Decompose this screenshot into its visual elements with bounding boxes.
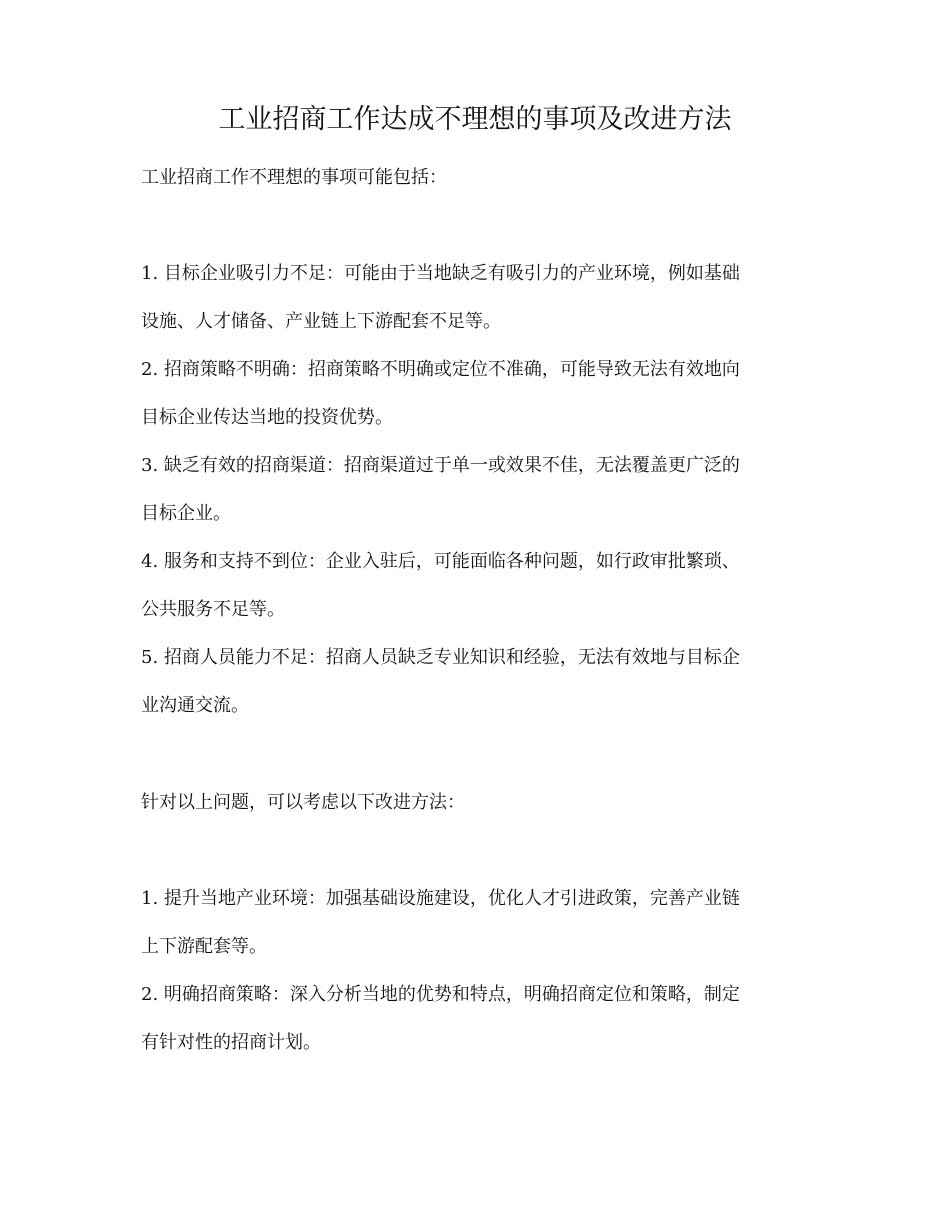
issue-4-line-1: 4. 服务和支持不到位：企业入驻后，可能面临各种问题，如行政审批繁琐、 (141, 551, 740, 572)
method-2-line-2: 有针对性的招商计划。 (141, 1032, 321, 1053)
method-1-line-2: 上下游配套等。 (141, 936, 267, 957)
method-2-line-1: 2. 明确招商策略：深入分析当地的优势和特点，明确招商定位和策略，制定 (141, 984, 740, 1005)
methods-intro-paragraph: 针对以上问题，可以考虑以下改进方法： (141, 792, 465, 813)
issue-4-line-2: 公共服务不足等。 (141, 599, 285, 620)
document-title: 工业招商工作达成不理想的事项及改进方法 (218, 104, 732, 135)
issue-5-line-1: 5. 招商人员能力不足：招商人员缺乏专业知识和经验，无法有效地与目标企 (141, 647, 740, 668)
issue-3-line-1: 3. 缺乏有效的招商渠道：招商渠道过于单一或效果不佳，无法覆盖更广泛的 (141, 455, 740, 476)
issue-5-line-2: 业沟通交流。 (141, 695, 249, 716)
issue-2-line-2: 目标企业传达当地的投资优势。 (141, 407, 393, 428)
issue-2-line-1: 2. 招商策略不明确：招商策略不明确或定位不准确，可能导致无法有效地向 (141, 359, 740, 380)
issue-1-line-2: 设施、人才储备、产业链上下游配套不足等。 (141, 311, 501, 332)
method-1-line-1: 1. 提升当地产业环境：加强基础设施建设，优化人才引进政策，完善产业链 (141, 888, 740, 909)
issue-3-line-2: 目标企业。 (141, 503, 231, 524)
issue-1-line-1: 1. 目标企业吸引力不足：可能由于当地缺乏有吸引力的产业环境，例如基础 (141, 263, 740, 284)
intro-paragraph: 工业招商工作不理想的事项可能包括： (141, 167, 447, 188)
